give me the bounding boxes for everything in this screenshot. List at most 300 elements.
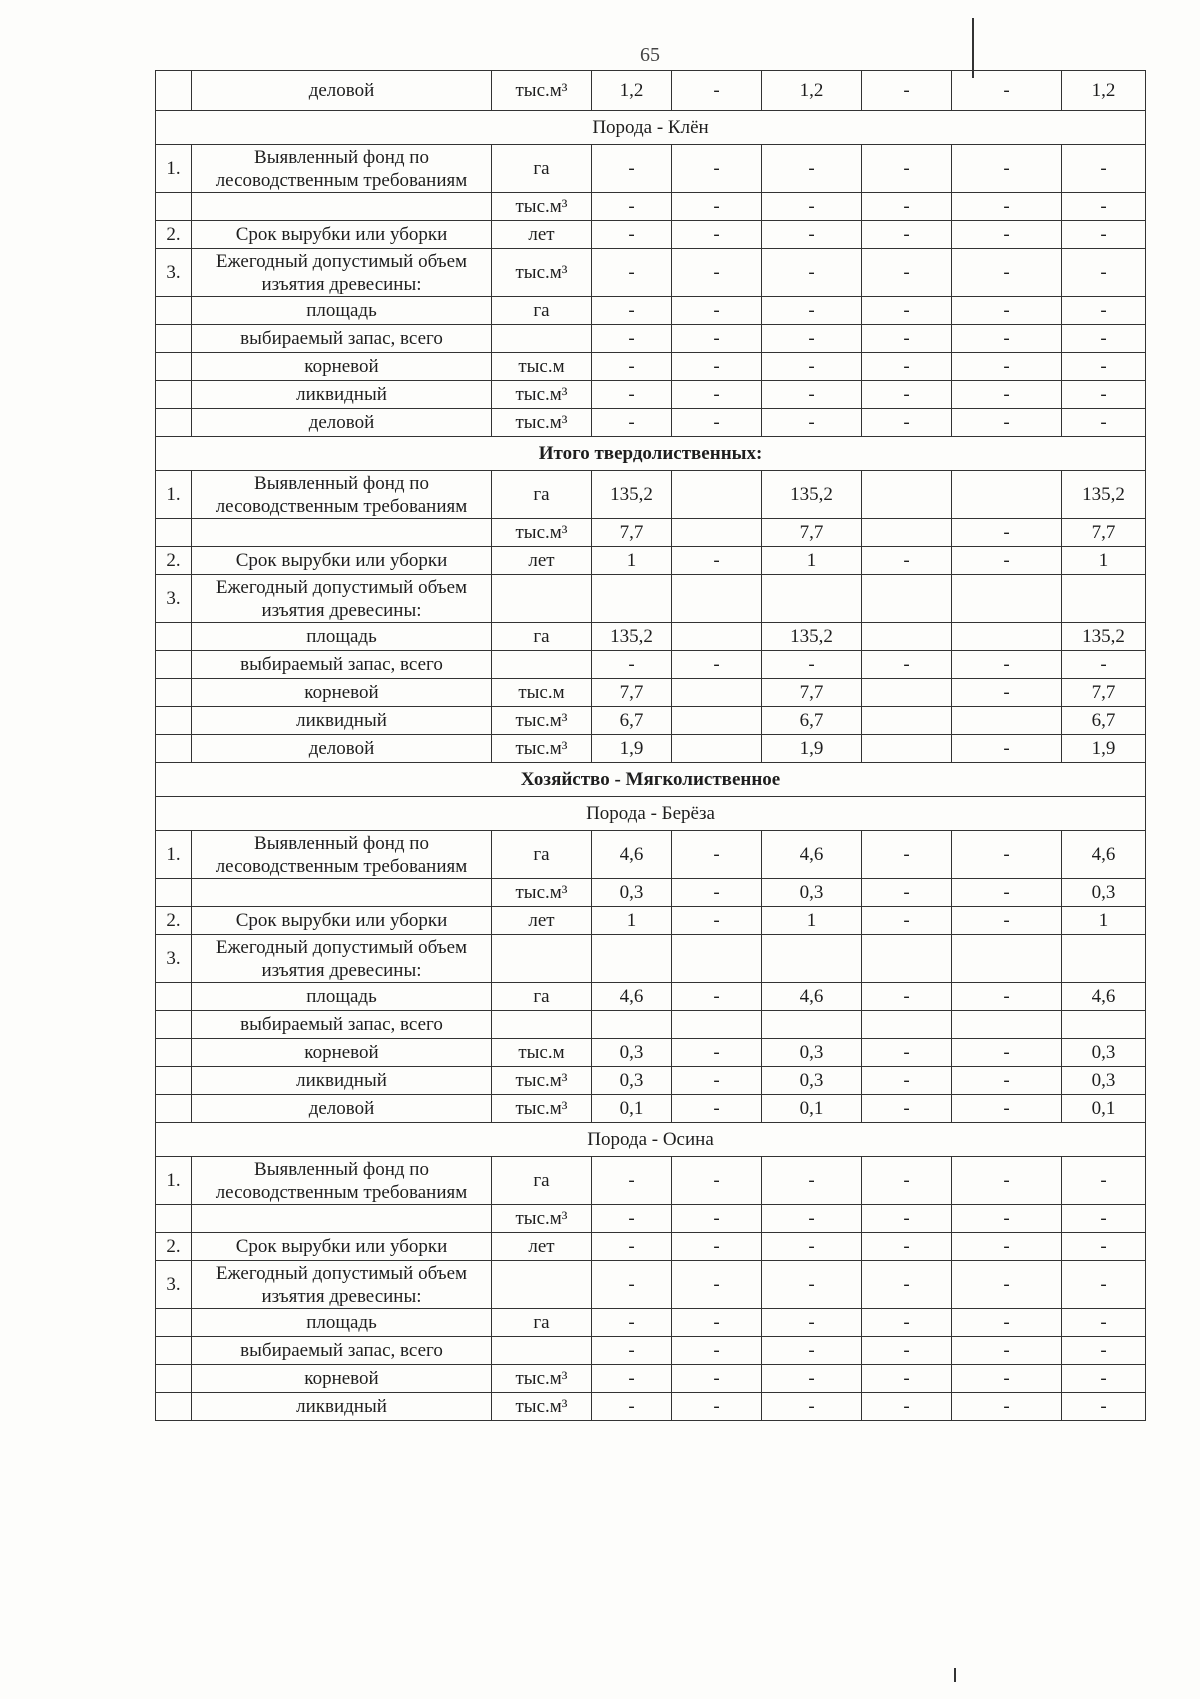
row-number <box>156 1205 192 1233</box>
row-value: - <box>672 297 762 325</box>
table-row <box>156 735 1146 763</box>
row-value: - <box>952 1205 1062 1233</box>
row-value: - <box>672 879 762 907</box>
row-value: 7,7 <box>762 519 862 547</box>
row-number <box>156 1365 192 1393</box>
row-unit: тыс.м³ <box>492 1205 592 1233</box>
row-value: - <box>762 409 862 437</box>
row-value: - <box>862 145 952 193</box>
row-value: - <box>862 1067 952 1095</box>
table-row <box>156 71 1146 111</box>
table-row <box>156 935 1146 983</box>
row-value: - <box>1062 1337 1146 1365</box>
row-value: - <box>952 1039 1062 1067</box>
row-value: 1,2 <box>762 71 862 111</box>
row-value: - <box>952 325 1062 353</box>
row-value: 7,7 <box>762 679 862 707</box>
row-value: 0,3 <box>762 1039 862 1067</box>
row-value: - <box>672 1233 762 1261</box>
row-value: - <box>672 1095 762 1123</box>
row-number: 2. <box>156 221 192 249</box>
row-value: - <box>672 651 762 679</box>
row-number: 2. <box>156 547 192 575</box>
row-value: 7,7 <box>1062 679 1146 707</box>
table-row <box>156 409 1146 437</box>
row-value: - <box>592 193 672 221</box>
row-unit: га <box>492 831 592 879</box>
row-value <box>592 1011 672 1039</box>
row-name: Ежегодный допустимый объем изъятия древесины: <box>192 249 492 297</box>
row-value: - <box>672 547 762 575</box>
row-value: - <box>672 325 762 353</box>
row-value: - <box>672 1337 762 1365</box>
row-value: - <box>762 381 862 409</box>
row-value: - <box>952 519 1062 547</box>
row-value: - <box>1062 249 1146 297</box>
row-value: 6,7 <box>1062 707 1146 735</box>
row-value <box>952 575 1062 623</box>
row-number <box>156 1095 192 1123</box>
row-number <box>156 297 192 325</box>
table-row <box>156 575 1146 623</box>
row-value: 0,3 <box>1062 879 1146 907</box>
row-name: деловой <box>192 71 492 111</box>
row-value <box>672 935 762 983</box>
row-value: - <box>762 1233 862 1261</box>
section-title: Порода - Осина <box>156 1123 1146 1157</box>
row-number: 1. <box>156 471 192 519</box>
row-value: - <box>862 1309 952 1337</box>
row-value: - <box>1062 325 1146 353</box>
row-value: - <box>1062 409 1146 437</box>
row-name <box>192 193 492 221</box>
row-value: - <box>952 297 1062 325</box>
row-unit: тыс.м³ <box>492 879 592 907</box>
row-unit: тыс.м³ <box>492 519 592 547</box>
row-value: - <box>862 1337 952 1365</box>
row-value: - <box>862 1393 952 1421</box>
row-value: 0,3 <box>762 1067 862 1095</box>
row-value: - <box>592 297 672 325</box>
row-value: - <box>672 145 762 193</box>
row-value <box>862 519 952 547</box>
row-name: площадь <box>192 983 492 1011</box>
table-row <box>156 297 1146 325</box>
row-unit: тыс.м <box>492 353 592 381</box>
row-unit <box>492 651 592 679</box>
row-unit: га <box>492 1309 592 1337</box>
row-value: - <box>862 193 952 221</box>
row-name: Выявленный фонд по лесоводственным требованиям <box>192 831 492 879</box>
row-value: - <box>762 145 862 193</box>
row-unit: тыс.м³ <box>492 409 592 437</box>
row-number <box>156 193 192 221</box>
row-number <box>156 651 192 679</box>
row-value: 4,6 <box>592 831 672 879</box>
row-value: - <box>672 381 762 409</box>
row-value: - <box>592 381 672 409</box>
table-row <box>156 221 1146 249</box>
row-value: 4,6 <box>1062 831 1146 879</box>
row-value: - <box>1062 1365 1146 1393</box>
row-value: 135,2 <box>762 471 862 519</box>
row-value: 0,1 <box>1062 1095 1146 1123</box>
row-number <box>156 983 192 1011</box>
row-value: 1,9 <box>592 735 672 763</box>
row-unit <box>492 575 592 623</box>
row-value: 4,6 <box>762 983 862 1011</box>
row-number: 3. <box>156 575 192 623</box>
row-value: - <box>952 1095 1062 1123</box>
row-unit: га <box>492 297 592 325</box>
row-unit <box>492 1261 592 1309</box>
row-value: 0,3 <box>1062 1039 1146 1067</box>
table-row <box>156 983 1146 1011</box>
row-value: - <box>672 1039 762 1067</box>
table-row <box>156 353 1146 381</box>
row-value: - <box>952 735 1062 763</box>
row-value: - <box>762 297 862 325</box>
row-value: - <box>762 1309 862 1337</box>
row-value: - <box>952 1157 1062 1205</box>
row-number: 3. <box>156 249 192 297</box>
row-value: - <box>672 1261 762 1309</box>
table-row <box>156 879 1146 907</box>
row-value: 1,9 <box>1062 735 1146 763</box>
row-value <box>862 935 952 983</box>
row-name: Срок вырубки или уборки <box>192 1233 492 1261</box>
row-unit: га <box>492 623 592 651</box>
row-value <box>862 679 952 707</box>
table-row <box>156 907 1146 935</box>
row-value: - <box>862 221 952 249</box>
row-value: 1,9 <box>762 735 862 763</box>
row-number: 1. <box>156 831 192 879</box>
row-value: - <box>952 249 1062 297</box>
row-value <box>862 623 952 651</box>
row-value: 1 <box>592 547 672 575</box>
row-value: - <box>592 651 672 679</box>
row-name: выбираемый запас, всего <box>192 325 492 353</box>
row-unit: тыс.м³ <box>492 1067 592 1095</box>
row-value <box>862 471 952 519</box>
row-value: - <box>862 325 952 353</box>
row-value: - <box>862 249 952 297</box>
table-row <box>156 679 1146 707</box>
row-number: 1. <box>156 1157 192 1205</box>
row-value <box>862 1011 952 1039</box>
row-unit: лет <box>492 1233 592 1261</box>
row-number <box>156 879 192 907</box>
table-row <box>156 1233 1146 1261</box>
table-row <box>156 1261 1146 1309</box>
row-value: - <box>862 353 952 381</box>
row-value: 135,2 <box>762 623 862 651</box>
row-value <box>862 735 952 763</box>
row-value: 0,3 <box>762 879 862 907</box>
row-value: - <box>672 907 762 935</box>
table-row <box>156 193 1146 221</box>
page-number: 65 <box>640 44 660 66</box>
row-value <box>592 575 672 623</box>
row-name: корневой <box>192 353 492 381</box>
table-row <box>156 1205 1146 1233</box>
row-unit <box>492 935 592 983</box>
row-value: - <box>862 907 952 935</box>
row-value <box>952 707 1062 735</box>
row-value: - <box>1062 145 1146 193</box>
row-value: - <box>592 409 672 437</box>
row-value: 7,7 <box>592 519 672 547</box>
row-value: - <box>592 325 672 353</box>
row-value: 7,7 <box>1062 519 1146 547</box>
row-value: - <box>672 221 762 249</box>
row-value: - <box>762 1261 862 1309</box>
row-value: - <box>952 831 1062 879</box>
row-unit: га <box>492 1157 592 1205</box>
row-value: - <box>952 907 1062 935</box>
section-title: Итого твердолиственных: <box>156 437 1146 471</box>
row-name: ликвидный <box>192 381 492 409</box>
section-header-row <box>156 763 1146 797</box>
table-row <box>156 1337 1146 1365</box>
row-value <box>672 1011 762 1039</box>
row-value <box>672 707 762 735</box>
row-number: 2. <box>156 907 192 935</box>
row-value: - <box>592 1337 672 1365</box>
row-value: - <box>592 145 672 193</box>
row-unit <box>492 1337 592 1365</box>
row-value: 4,6 <box>592 983 672 1011</box>
row-value: - <box>862 1261 952 1309</box>
table-row <box>156 325 1146 353</box>
row-value: 1 <box>1062 547 1146 575</box>
row-value: - <box>672 193 762 221</box>
row-value <box>672 623 762 651</box>
row-value: - <box>762 1157 862 1205</box>
row-value: - <box>952 221 1062 249</box>
row-value: 0,3 <box>1062 1067 1146 1095</box>
section-title: Порода - Клён <box>156 111 1146 145</box>
row-value: - <box>862 297 952 325</box>
row-value: - <box>952 879 1062 907</box>
row-unit: га <box>492 471 592 519</box>
row-value: - <box>762 325 862 353</box>
row-value <box>672 519 762 547</box>
row-value: - <box>592 249 672 297</box>
row-unit: тыс.м³ <box>492 1095 592 1123</box>
row-value: - <box>952 1365 1062 1393</box>
row-value <box>862 575 952 623</box>
row-value: - <box>1062 651 1146 679</box>
row-value: - <box>762 1393 862 1421</box>
row-value: 0,3 <box>592 1039 672 1067</box>
forest-fund-table <box>155 70 1146 1421</box>
row-name: Срок вырубки или уборки <box>192 907 492 935</box>
row-value: - <box>1062 1233 1146 1261</box>
row-value: - <box>762 353 862 381</box>
row-value: - <box>672 1393 762 1421</box>
row-value <box>952 471 1062 519</box>
row-value: - <box>952 679 1062 707</box>
row-value: - <box>1062 1261 1146 1309</box>
row-value <box>762 1011 862 1039</box>
row-value: - <box>862 651 952 679</box>
row-value: - <box>672 983 762 1011</box>
row-name: корневой <box>192 1365 492 1393</box>
row-value: - <box>672 1157 762 1205</box>
row-number <box>156 1393 192 1421</box>
row-number: 3. <box>156 935 192 983</box>
row-value: - <box>952 1337 1062 1365</box>
row-value: 1 <box>762 907 862 935</box>
row-name: выбираемый запас, всего <box>192 1337 492 1365</box>
row-number: 3. <box>156 1261 192 1309</box>
table-row <box>156 707 1146 735</box>
row-number <box>156 1309 192 1337</box>
table-row <box>156 1393 1146 1421</box>
row-value: - <box>952 381 1062 409</box>
row-value: 4,6 <box>762 831 862 879</box>
table-row <box>156 623 1146 651</box>
row-value: 1 <box>762 547 862 575</box>
row-value: - <box>1062 381 1146 409</box>
row-unit <box>492 325 592 353</box>
row-unit: тыс.м³ <box>492 249 592 297</box>
row-name: ликвидный <box>192 707 492 735</box>
row-unit: лет <box>492 221 592 249</box>
row-number <box>156 1039 192 1067</box>
row-value: - <box>762 1365 862 1393</box>
row-value: - <box>952 983 1062 1011</box>
row-unit: тыс.м³ <box>492 193 592 221</box>
row-value: - <box>862 831 952 879</box>
section-header-row <box>156 437 1146 471</box>
row-value: - <box>672 831 762 879</box>
row-value: - <box>762 249 862 297</box>
row-unit: га <box>492 145 592 193</box>
table-row <box>156 1095 1146 1123</box>
row-value: 0,3 <box>592 879 672 907</box>
row-value: - <box>592 1309 672 1337</box>
row-value: - <box>1062 1205 1146 1233</box>
row-unit: тыс.м <box>492 679 592 707</box>
row-number: 1. <box>156 145 192 193</box>
table-row <box>156 1309 1146 1337</box>
row-value: - <box>672 71 762 111</box>
row-value: - <box>862 1205 952 1233</box>
row-value: - <box>952 1393 1062 1421</box>
row-name: ликвидный <box>192 1067 492 1095</box>
scan-mark-top <box>972 18 974 78</box>
row-value: - <box>952 193 1062 221</box>
row-unit <box>492 1011 592 1039</box>
row-value: 1 <box>1062 907 1146 935</box>
row-value <box>762 935 862 983</box>
row-value: 7,7 <box>592 679 672 707</box>
row-value: - <box>862 879 952 907</box>
row-name: площадь <box>192 623 492 651</box>
row-value: - <box>762 651 862 679</box>
row-value: - <box>1062 297 1146 325</box>
row-name: ликвидный <box>192 1393 492 1421</box>
row-value <box>862 707 952 735</box>
row-value: - <box>952 1067 1062 1095</box>
section-header-row <box>156 1123 1146 1157</box>
row-name: площадь <box>192 1309 492 1337</box>
row-number <box>156 735 192 763</box>
row-value: - <box>672 249 762 297</box>
section-header-row <box>156 797 1146 831</box>
row-value: - <box>1062 353 1146 381</box>
row-value: - <box>672 1365 762 1393</box>
row-name: выбираемый запас, всего <box>192 651 492 679</box>
row-value <box>952 935 1062 983</box>
row-name: Срок вырубки или уборки <box>192 221 492 249</box>
row-value: - <box>592 1205 672 1233</box>
row-value: - <box>672 1309 762 1337</box>
row-number <box>156 707 192 735</box>
row-value: 4,6 <box>1062 983 1146 1011</box>
row-value: - <box>862 1157 952 1205</box>
row-name: деловой <box>192 409 492 437</box>
row-value: 1 <box>592 907 672 935</box>
table-row <box>156 1365 1146 1393</box>
row-unit: тыс.м <box>492 1039 592 1067</box>
row-value <box>952 623 1062 651</box>
row-value: - <box>1062 1157 1146 1205</box>
row-name: Выявленный фонд по лесоводственным требованиям <box>192 1157 492 1205</box>
row-value: - <box>862 983 952 1011</box>
row-value: - <box>862 1233 952 1261</box>
row-name: Выявленный фонд по лесоводственным требованиям <box>192 145 492 193</box>
row-value: - <box>862 1039 952 1067</box>
row-number <box>156 325 192 353</box>
row-value: - <box>952 1233 1062 1261</box>
row-name: Ежегодный допустимый объем изъятия древесины: <box>192 935 492 983</box>
row-name: корневой <box>192 679 492 707</box>
row-value: - <box>672 409 762 437</box>
row-value: - <box>592 1261 672 1309</box>
row-value: - <box>762 193 862 221</box>
table-row <box>156 651 1146 679</box>
row-name <box>192 1205 492 1233</box>
row-value: - <box>592 1365 672 1393</box>
row-name: деловой <box>192 1095 492 1123</box>
row-value: - <box>592 353 672 381</box>
table-row <box>156 381 1146 409</box>
section-title: Порода - Берёза <box>156 797 1146 831</box>
row-value: 135,2 <box>1062 623 1146 651</box>
row-value <box>672 471 762 519</box>
row-number <box>156 519 192 547</box>
row-value <box>672 679 762 707</box>
row-value: - <box>952 651 1062 679</box>
row-value <box>1062 935 1146 983</box>
row-number <box>156 353 192 381</box>
row-name: корневой <box>192 1039 492 1067</box>
row-value: 1,2 <box>592 71 672 111</box>
row-value <box>1062 575 1146 623</box>
row-value: - <box>952 71 1062 111</box>
row-value: 1,2 <box>1062 71 1146 111</box>
row-value: - <box>862 381 952 409</box>
row-unit: га <box>492 983 592 1011</box>
row-value: - <box>762 1205 862 1233</box>
row-value <box>1062 1011 1146 1039</box>
row-name: деловой <box>192 735 492 763</box>
row-name: Ежегодный допустимый объем изъятия древесины: <box>192 575 492 623</box>
